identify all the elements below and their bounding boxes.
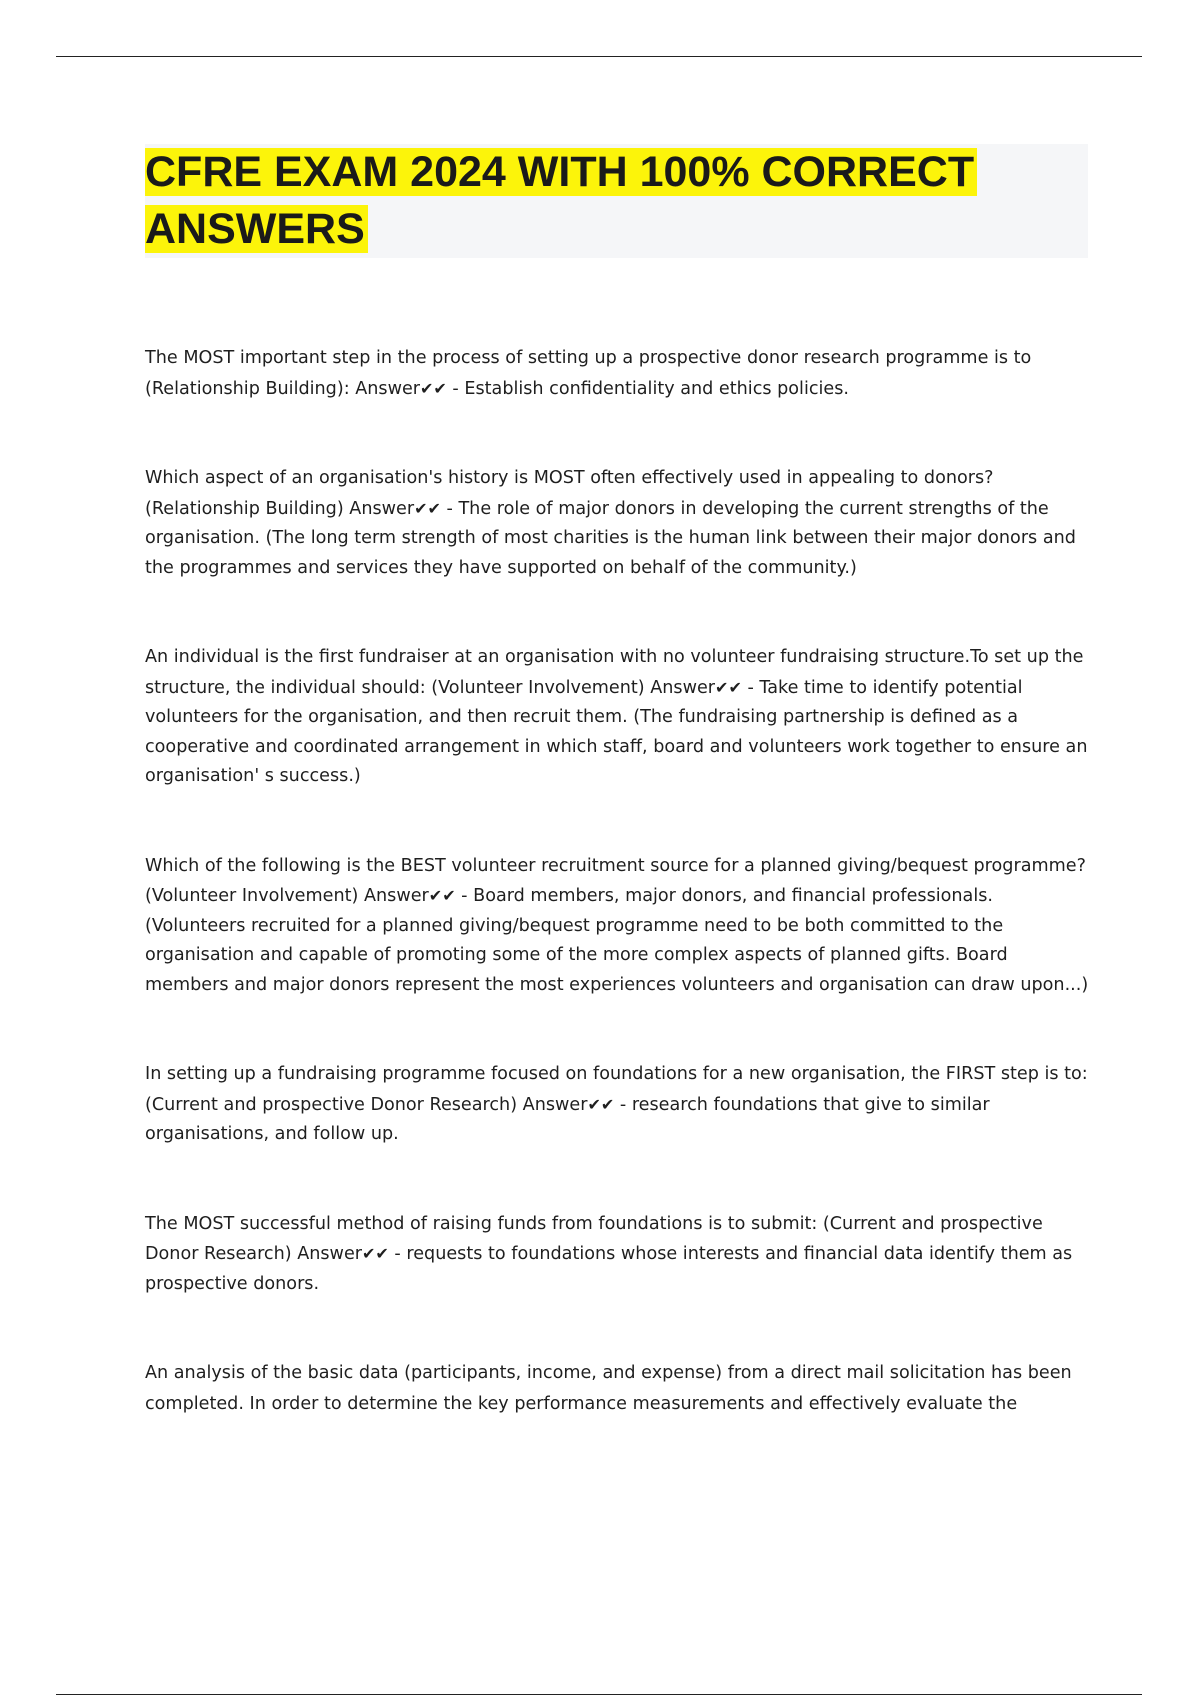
check-marks: ✔✔ (414, 498, 441, 518)
qa-item (145, 852, 1090, 1001)
qa-question: The MOST successful method of raising funds from foundations is to submit: (Current and prospective Donor Research) Answer (145, 1213, 1043, 1264)
qa-answer: - Take time to identify potential volunteers for the organisation, and then recruit them. (The fundraising partnership is defined as a cooperative and coordinated arrangement in which staff, board and volunteers work together to ensure an organisation' s success.) (145, 677, 1088, 786)
qa-answer: - research foundations that give to similar organisations, and follow up. (145, 1094, 990, 1144)
qa-item (145, 1060, 1090, 1150)
qa-answer: - The role of major donors in developing the current strengths of the organisation. (The long term strength of most charities is the human link between their major donors and the programmes and services they have supported on behalf of the community.) (145, 498, 1076, 578)
bottom-rule (56, 1694, 1142, 1695)
qa-question: In setting up a fundraising programme focused on foundations for a new organisation, the FIRST step is to: (Current and prospective Donor Research) Answer (145, 1064, 1088, 1115)
top-rule (56, 56, 1142, 57)
check-marks: ✔✔ (587, 1094, 615, 1114)
check-marks: ✔✔ (428, 886, 456, 905)
qa-item (145, 1210, 1090, 1300)
title-highlight: CFRE EXAM 2024 WITH 100% CORRECT ANSWERS (145, 148, 977, 253)
check-marks: ✔✔ (362, 1244, 389, 1263)
qa-question: Which of the following is the BEST volunteer recruitment source for a planned giving/bequest programme? (Volunteer Involvement) Answer (145, 855, 1086, 906)
qa-item (145, 643, 1090, 792)
qa-item (145, 344, 1090, 404)
qa-list (145, 344, 1090, 1419)
qa-item (145, 1359, 1090, 1419)
qa-answer: - requests to foundations whose interests and financial data identify them as prospective donors. (145, 1244, 1073, 1294)
qa-question: An individual is the first fundraiser at an organisation with no volunteer fundraising structure.To set up the structure, the individual should: (Volunteer Involvement) Answer (145, 647, 1084, 698)
check-marks: ✔✔ (715, 677, 742, 697)
document-title (145, 144, 1088, 258)
qa-answer: - Establish confidentiality and ethics policies. (446, 378, 849, 399)
title-block (145, 144, 1088, 258)
check-marks: ✔✔ (420, 378, 447, 398)
qa-question: The MOST important step in the process of setting up a prospective donor research programme is to (Relationship Building): Answer (145, 348, 1032, 399)
qa-question: Which aspect of an organisation's history is MOST often effectively used in appealing to donors? (Relationship Building) Answer (145, 468, 994, 519)
qa-item (145, 464, 1090, 583)
qa-answer: - Board members, major donors, and financial professionals. (Volunteers recruited for a planned giving/bequest programme need to be both committed to the organisation and capable of promoting some of the more complex aspects of planned gifts. Board members and major donors represent the most experiences volunteers and organisation can draw upon...) (145, 886, 1089, 995)
qa-question: An analysis of the basic data (participants, income, and expense) from a direct mail solicitation has been completed. In order to determine the key performance measurements and effectively evaluate the (145, 1363, 1072, 1414)
